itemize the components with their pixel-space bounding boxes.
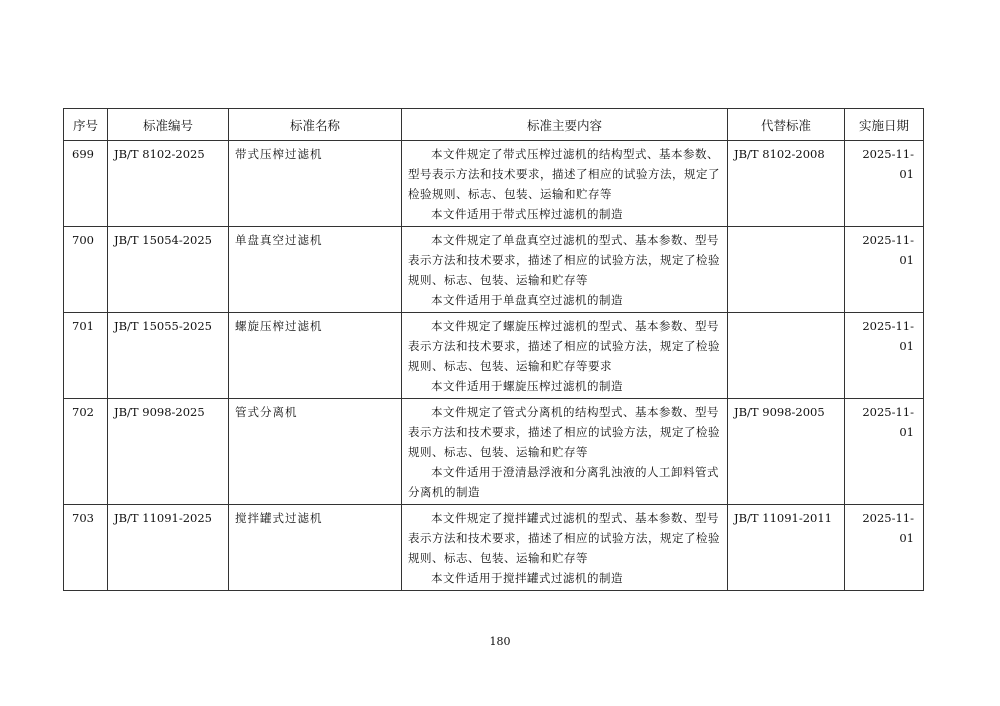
row-name: 带式压榨过滤机	[229, 141, 402, 227]
content-paragraph: 本文件适用于搅拌罐式过滤机的制造	[431, 571, 623, 585]
row-name: 管式分离机	[229, 399, 402, 505]
row-content	[402, 505, 728, 591]
row-name: 搅拌罐式过滤机	[229, 505, 402, 591]
row-date: 2025-11-01	[845, 505, 924, 591]
content-paragraph: 本文件规定了搅拌罐式过滤机的型式、基本参数、型号表示方法和技术要求，描述了相应的试验方法，规定了检验规则、标志、包装、运输和贮存等	[408, 511, 720, 565]
row-seq: 702	[64, 399, 108, 505]
row-content	[402, 399, 728, 505]
row-content	[402, 313, 728, 399]
standards-table	[63, 108, 924, 591]
header-seq: 序号	[64, 109, 108, 141]
row-seq: 700	[64, 227, 108, 313]
header-name: 标准名称	[229, 109, 402, 141]
table-row	[64, 313, 924, 399]
row-date: 2025-11-01	[845, 141, 924, 227]
header-content: 标准主要内容	[402, 109, 728, 141]
table-row	[64, 505, 924, 591]
row-seq: 703	[64, 505, 108, 591]
row-replaces: JB/T 11091-2011	[728, 505, 845, 591]
row-date: 2025-11-01	[845, 313, 924, 399]
table-row	[64, 399, 924, 505]
row-date: 2025-11-01	[845, 227, 924, 313]
table-row	[64, 141, 924, 227]
row-content	[402, 141, 728, 227]
row-code: JB/T 15054-2025	[108, 227, 229, 313]
row-code: JB/T 9098-2025	[108, 399, 229, 505]
row-code: JB/T 15055-2025	[108, 313, 229, 399]
content-paragraph: 本文件规定了管式分离机的结构型式、基本参数、型号表示方法和技术要求，描述了相应的试验方法，规定了检验规则、标志、包装、运输和贮存等	[408, 405, 720, 459]
header-date: 实施日期	[845, 109, 924, 141]
row-content	[402, 227, 728, 313]
content-paragraph: 本文件规定了带式压榨过滤机的结构型式、基本参数、型号表示方法和技术要求，描述了相应的试验方法，规定了检验规则、标志、包装、运输和贮存等	[408, 147, 720, 201]
content-paragraph: 本文件适用于带式压榨过滤机的制造	[431, 207, 623, 221]
row-replaces	[728, 227, 845, 313]
row-date: 2025-11-01	[845, 399, 924, 505]
table-row	[64, 227, 924, 313]
page-number: 180	[489, 635, 511, 648]
header-replaces: 代替标准	[728, 109, 845, 141]
content-paragraph: 本文件规定了螺旋压榨过滤机的型式、基本参数、型号表示方法和技术要求，描述了相应的试验方法，规定了检验规则、标志、包装、运输和贮存等要求	[408, 319, 720, 373]
row-code: JB/T 8102-2025	[108, 141, 229, 227]
header-row	[64, 109, 924, 141]
row-name: 单盘真空过滤机	[229, 227, 402, 313]
row-name: 螺旋压榨过滤机	[229, 313, 402, 399]
header-code: 标准编号	[108, 109, 229, 141]
content-paragraph: 本文件适用于澄清悬浮液和分离乳浊液的人工卸料管式分离机的制造	[408, 465, 719, 499]
row-replaces	[728, 313, 845, 399]
content-paragraph: 本文件适用于单盘真空过滤机的制造	[431, 293, 623, 307]
row-code: JB/T 11091-2025	[108, 505, 229, 591]
row-seq: 699	[64, 141, 108, 227]
row-seq: 701	[64, 313, 108, 399]
content-paragraph: 本文件适用于螺旋压榨过滤机的制造	[431, 379, 623, 393]
content-paragraph: 本文件规定了单盘真空过滤机的型式、基本参数、型号表示方法和技术要求，描述了相应的试验方法，规定了检验规则、标志、包装、运输和贮存等	[408, 233, 720, 287]
row-replaces: JB/T 8102-2008	[728, 141, 845, 227]
row-replaces: JB/T 9098-2005	[728, 399, 845, 505]
